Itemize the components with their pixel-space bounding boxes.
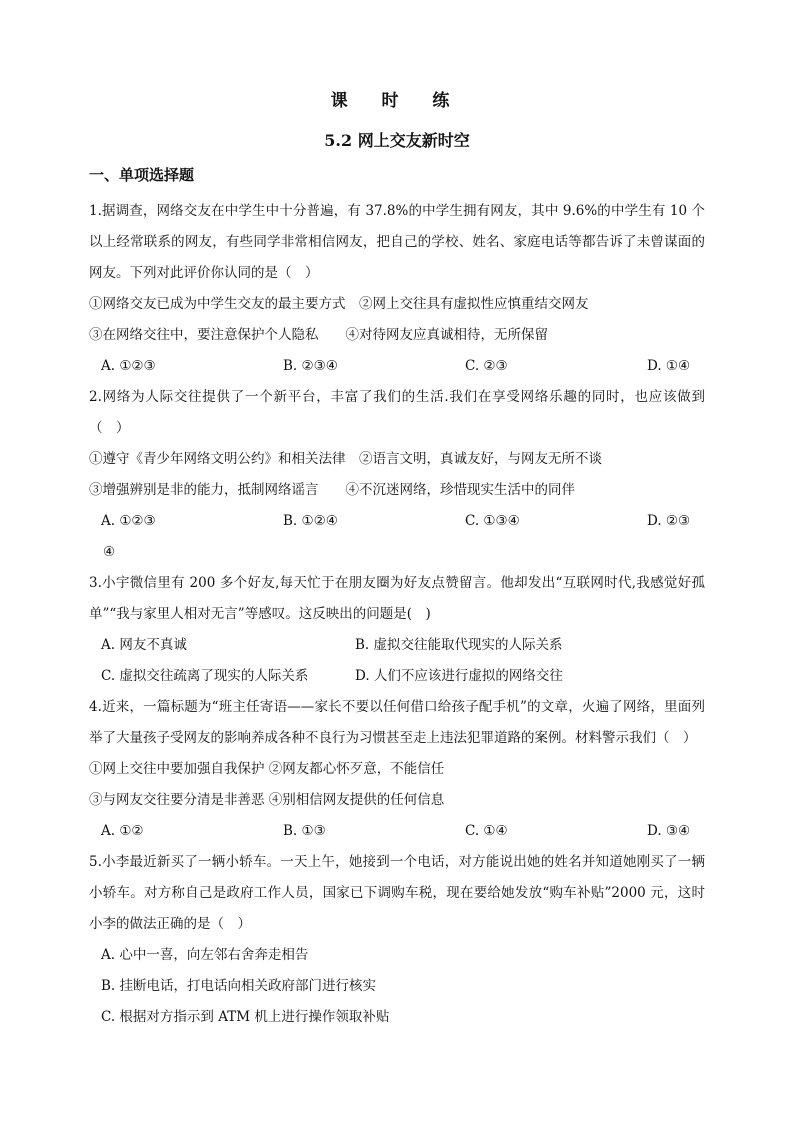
question-list bbox=[89, 196, 705, 1033]
option-row bbox=[89, 816, 705, 847]
question-stem: 3.小宇微信里有 200 多个好友,每天忙于在朋友圈为好友点赞留言。他却发出“互联网时代,我感觉好孤单”“我与家里人相对无言”等感叹。这反映出的问题是( ) bbox=[89, 575, 705, 622]
lesson-subtitle: 5.2 网上交友新时空 bbox=[324, 131, 470, 150]
option-c[interactable]: C. ①④ bbox=[465, 823, 508, 839]
statement-line: ③与网友交往要分清是非善恶 ④别相信网友提供的任何信息 bbox=[89, 792, 445, 808]
option-c[interactable]: C. 虚拟交往疏离了现实的人际关系 bbox=[101, 668, 309, 684]
statement-line: ①遵守《青少年网络文明公约》和相关法律 ②语言文明，真诚友好，与网友无所不谈 bbox=[89, 451, 602, 467]
option-a[interactable]: A. 网友不真诚 bbox=[101, 637, 187, 653]
statement-line: ③在网络交往中，要注意保护个人隐私 ④对待网友应真诚相待，无所保留 bbox=[89, 327, 548, 343]
option-row bbox=[89, 661, 705, 692]
option-d[interactable]: D. ③④ bbox=[647, 823, 691, 839]
option-row bbox=[89, 630, 705, 661]
statement-line: ①网上交往中要加强自我保护 ②网友都心怀歹意，不能信任 bbox=[89, 761, 445, 777]
option-row bbox=[89, 351, 705, 382]
option-d[interactable]: D. ①④ bbox=[647, 358, 691, 374]
option-d-continued: ④ bbox=[103, 544, 116, 560]
option-b[interactable]: B. ①③ bbox=[283, 823, 326, 839]
option-b[interactable]: B. 虚拟交往能取代现实的人际关系 bbox=[355, 637, 563, 653]
option-c[interactable]: C. ②③ bbox=[465, 358, 508, 374]
statement-line: ③增强辨别是非的能力，抵制网络谣言 ④不沉迷网络，珍惜现实生活中的同伴 bbox=[89, 482, 575, 498]
option-a[interactable]: A. ①②③ bbox=[101, 513, 156, 529]
question-stem: 5.小李最近新买了一辆小轿车。一天上午，她接到一个电话，对方能说出她的姓名并知道她刚买了一辆小轿车。对方称自己是政府工作人员，国家已下调购车税，现在要给她发放“购车补贴”2000 元，这时小李的做法正确的是（ ） bbox=[89, 854, 705, 932]
question-2 bbox=[89, 382, 705, 568]
option-a[interactable]: A. ①② bbox=[101, 823, 144, 839]
option-b[interactable]: B. 挂断电话，打电话向相关政府部门进行核实 bbox=[101, 978, 377, 994]
option-row bbox=[89, 506, 705, 537]
option-b[interactable]: B. ②③④ bbox=[283, 358, 338, 374]
question-3 bbox=[89, 568, 705, 692]
option-c[interactable]: C. ①③④ bbox=[465, 513, 520, 529]
question-5 bbox=[89, 847, 705, 1033]
question-4 bbox=[89, 692, 705, 847]
question-stem: 2.网络为人际交往提供了一个新平台，丰富了我们的生活.我们在享受网络乐趣的同时，也应该做到（ ） bbox=[89, 389, 705, 436]
question-stem: 4.近来，一篇标题为“班主任寄语——家长不要以任何借口给孩子配手机”的文章，火遍了网络，里面列举了大量孩子受网友的影响养成各种不良行为习惯甚至走上违法犯罪道路的案例。材料警示我们（ ） bbox=[89, 699, 705, 746]
option-b[interactable]: B. ①②④ bbox=[283, 513, 338, 529]
option-a[interactable]: A. ①②③ bbox=[101, 358, 156, 374]
option-d[interactable]: D. 人们不应该进行虚拟的网络交往 bbox=[355, 668, 563, 684]
option-d[interactable]: D. ②③ bbox=[647, 513, 691, 529]
page-title: 课 时 练 bbox=[330, 91, 464, 111]
option-a[interactable]: A. 心中一喜，向左邻右舍奔走相告 bbox=[101, 947, 309, 963]
statement-line: ①网络交友已成为中学生交友的最主要方式 ②网上交往具有虚拟性应慎重结交网友 bbox=[89, 296, 589, 312]
section-heading: 一、单项选择题 bbox=[89, 166, 195, 184]
question-stem: 1.据调查，网络交友在中学生中十分普遍，有 37.8%的中学生拥有网友，其中 9.6%的中学生有 10 个以上经常联系的网友，有些同学非常相信网友，把自己的学校、姓名、家庭电话等都告诉了未曾谋面的网友。下列对此评价你认同的是（ ） bbox=[89, 203, 705, 281]
question-1 bbox=[89, 196, 705, 382]
option-c[interactable]: C. 根据对方指示到 ATM 机上进行操作领取补贴 bbox=[101, 1009, 390, 1025]
